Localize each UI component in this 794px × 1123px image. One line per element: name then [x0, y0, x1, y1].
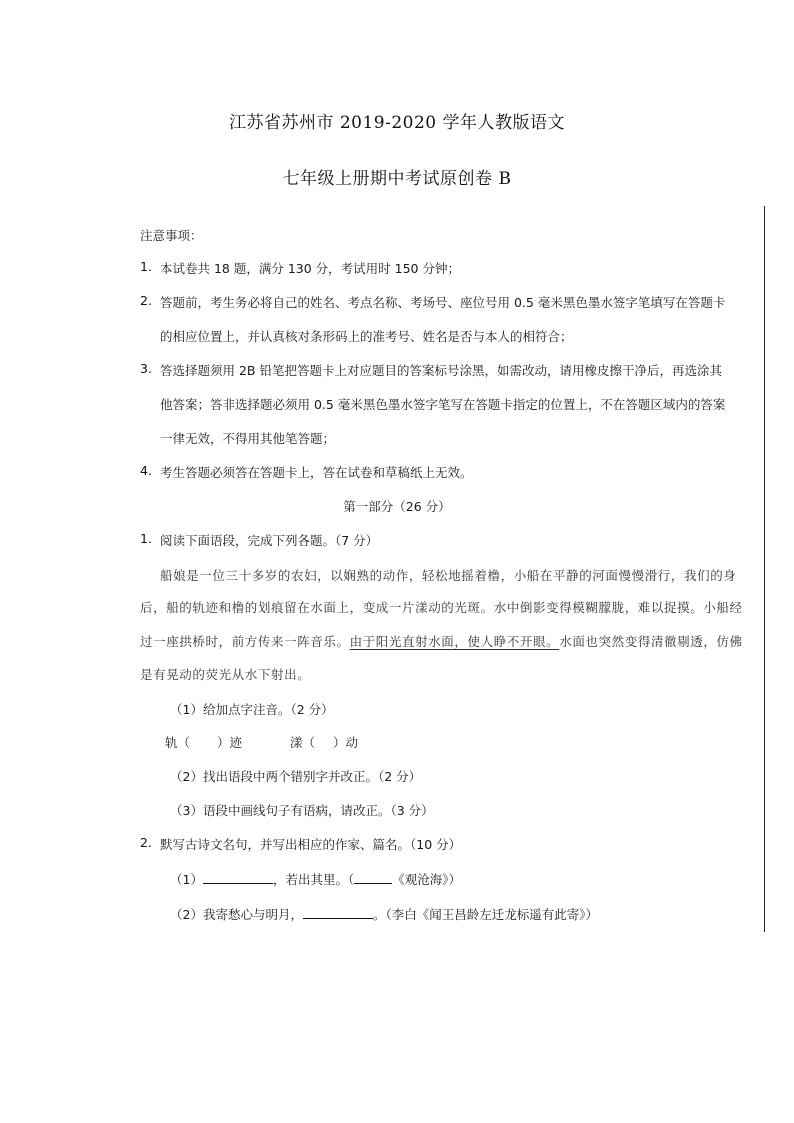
- q1-stem: 阅读下面语段，完成下列各题。（7 分）: [160, 533, 379, 548]
- notice-heading: 注意事项：: [140, 228, 203, 243]
- notice-num-2: 2.: [140, 293, 152, 308]
- q1-sub2: （2）找出语段中两个错别字并改正。（2 分）: [170, 769, 422, 784]
- q2-num: 2.: [140, 835, 152, 850]
- notice-num-3: 3.: [140, 361, 152, 376]
- q2-sub1-label: （1）: [170, 872, 203, 887]
- q1-passage-line1: 船娘是一位三十多岁的农妇，以娴熟的动作，轻松地摇着橹，小船在平静的河面慢慢滑行，我们的身: [160, 568, 737, 583]
- q1-passage-line3: [140, 632, 743, 650]
- q2-sub2-blank[interactable]: [303, 906, 373, 919]
- q2-sub1: [170, 870, 461, 888]
- q1-pinyin-a: 轨（: [165, 735, 191, 750]
- q2-sub1-text: ，若出其里。（: [272, 872, 355, 887]
- notice-item-2-line2: 的相应位置上，并认真核对条形码上的准考号、姓名是否与本人的相符合；: [160, 329, 573, 344]
- notice-num-4: 4.: [140, 463, 152, 478]
- part1-heading: 第一部分（26 分）: [343, 499, 451, 514]
- exam-title-line1: 江苏省苏州市 2019-2020 学年人教版语文: [228, 113, 566, 133]
- q1-sub1: （1）给加点字注音。（2 分）: [170, 702, 334, 717]
- q1-pinyin-b: ）迹: [217, 735, 243, 750]
- notice-item-1: 本试卷共 18 题，满分 130 分，考试用时 150 分钟；: [160, 261, 460, 276]
- notice-item-3-line1: 答选择题须用 2B 铅笔把答题卡上对应题目的答案标号涂黑，如需改动，请用橡皮擦干净后，再选涂其: [160, 363, 722, 378]
- notice-item-3-line2: 他答案；答非选择题必须用 0.5 毫米黑色墨水签字笔写在答题卡指定的位置上，不在答题区域内的答案: [160, 397, 726, 412]
- q2-sub1-source: 《观沧海》）: [392, 872, 461, 887]
- q1-passage-line2: 后，船的轨迹和橹的划痕留在水面上，变成一片漾动的光斑。水中倒影变得模糊朦胧，难以捉摸。小船经: [140, 600, 743, 615]
- q2-sub1-blank1[interactable]: [203, 871, 273, 884]
- q2-sub1-blank2[interactable]: [354, 871, 392, 884]
- notice-item-2-line1: 答题前，考生务必将自己的姓名、考点名称、考场号、座位号用 0.5 毫米黑色墨水签字笔填写在答题卡: [160, 295, 726, 310]
- q1-passage-line3-start: 过一座拱桥时，前方传来一阵音乐。: [140, 634, 350, 649]
- q1-passage-line3-end: 水面也突然变得清徹剔透，仿佛: [559, 634, 743, 649]
- notice-item-4: 考生答题必须答在答题卡上，答在试卷和草稿纸上无效。: [160, 465, 473, 480]
- q1-underlined-sentence: 由于阳光直射水面，使人睁不开眼。: [349, 634, 560, 649]
- q2-stem: 默写古诗文名句，并写出相应的作家、篇名。（10 分）: [160, 837, 462, 852]
- q2-sub2-text: （2）我寄愁心与明月，: [170, 907, 303, 922]
- q2-sub2-source: 。（李白《闻王昌龄左迁龙标遥有此寄》）: [372, 907, 598, 922]
- margin-rule: [764, 206, 765, 932]
- q1-pinyin-c: 漾（: [290, 735, 316, 750]
- exam-title-line2: 七年级上册期中考试原创卷 B: [282, 169, 512, 189]
- q1-num: 1.: [140, 531, 152, 546]
- q1-sub3: （3）语段中画线句子有语病，请改正。（3 分）: [170, 803, 434, 818]
- notice-num-1: 1.: [140, 259, 152, 274]
- q1-passage-line4: 是有晃动的荧光从水下射出。: [140, 667, 311, 682]
- q2-sub2: [170, 905, 598, 923]
- notice-item-3-line3: 一律无效，不得用其他笔答题；: [160, 431, 336, 446]
- q1-pinyin-d: ）动: [333, 735, 359, 750]
